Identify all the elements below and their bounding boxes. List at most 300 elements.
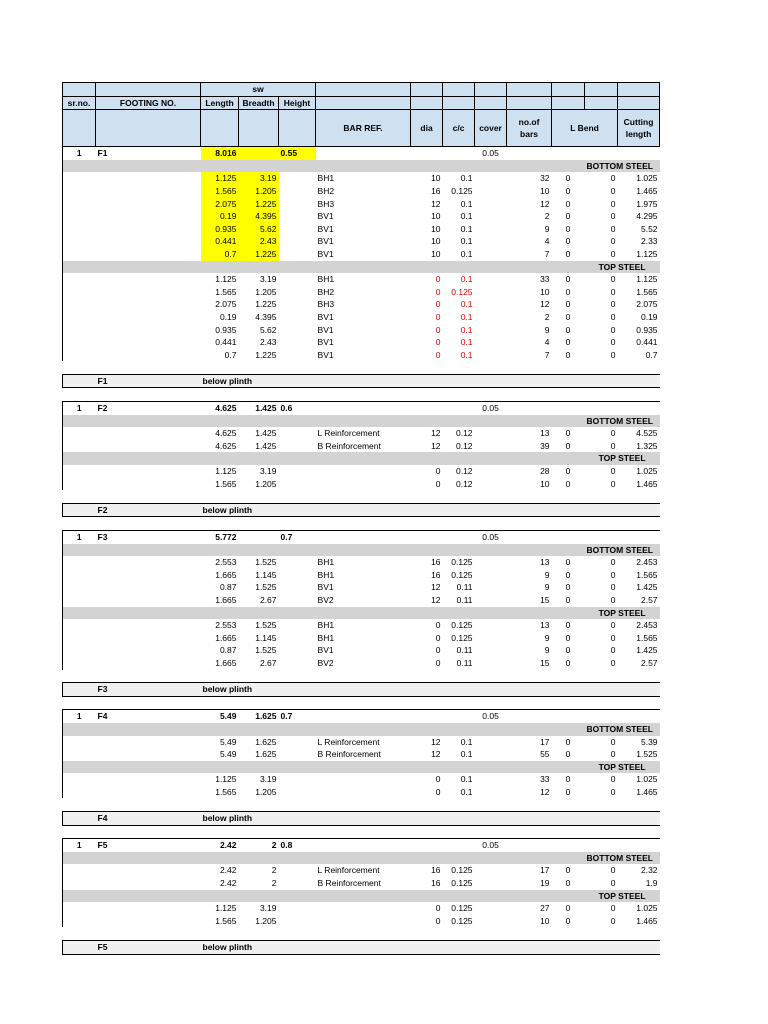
- bar-ref-cell: B Reinforcement: [317, 440, 381, 451]
- dia-cell: 0: [435, 337, 441, 348]
- breadth-cell: 1.225: [239, 248, 279, 261]
- sr-no-cell: 1: [63, 402, 96, 415]
- cc-cell: 0.1: [460, 774, 473, 785]
- l-bend-cell-2: 0: [610, 324, 616, 335]
- no-of-bars-cell: 15: [540, 594, 550, 605]
- l-bend-cell-2: 0: [610, 582, 616, 593]
- table-row: [63, 594, 660, 607]
- table-row: [63, 644, 660, 657]
- no-of-bars-cell: 9: [544, 223, 550, 234]
- no-of-bars-cell: 9: [544, 632, 550, 643]
- no-of-bars-cell: 2: [544, 311, 550, 322]
- cc-cell: 0.11: [456, 645, 473, 656]
- no-of-bars-cell: 12: [540, 198, 550, 209]
- cutting-length-cell: 1.025: [636, 774, 658, 785]
- dia-cell: 0: [435, 657, 441, 668]
- l-bend-cell-2: 0: [610, 248, 616, 259]
- breadth-cell: 1.145: [255, 632, 277, 643]
- bar-ref-cell: L Reinforcement: [317, 428, 380, 439]
- cutting-length-cell: 1.465: [636, 915, 658, 926]
- dia-cell: 10: [431, 223, 441, 234]
- footing-title-row: [63, 402, 660, 415]
- l-bend-cell-2: 0: [610, 557, 616, 568]
- no-of-bars-cell: 10: [540, 286, 550, 297]
- length-cell: 0.935: [215, 324, 237, 335]
- bar-ref-cell: BH1: [317, 173, 335, 184]
- height-header: Height: [279, 96, 316, 110]
- length-cell: 2.42: [201, 839, 239, 852]
- l-bend-cell: 0: [565, 557, 571, 568]
- l-bend-cell: 0: [565, 478, 571, 489]
- l-bend-cell: 0: [565, 286, 571, 297]
- no-of-bars-cell: 17: [540, 865, 550, 876]
- dia-cell: 10: [431, 211, 441, 222]
- dia-cell: 0: [435, 466, 441, 477]
- bar-ref-cell: BH1: [317, 569, 335, 580]
- l-bend-cell-2: 0: [610, 645, 616, 656]
- l-bend-cell-2: 0: [610, 349, 616, 360]
- bar-ref-cell: B Reinforcement: [317, 878, 381, 889]
- l-bend-cell: 0: [565, 657, 571, 668]
- bottom-steel-row: [63, 415, 660, 428]
- l-bend-cell-2: 0: [610, 878, 616, 889]
- table-row: [63, 235, 660, 248]
- breadth-cell: 1.205: [255, 915, 277, 926]
- bar-ref-cell: BH1: [317, 274, 335, 285]
- height-cell: 0.7: [279, 531, 316, 544]
- table-row: [63, 478, 660, 491]
- cc-cell: 0.12: [455, 466, 473, 477]
- height-cell: 0.7: [279, 710, 316, 723]
- length-cell: 0.7: [224, 349, 237, 360]
- bar-ref-cell: BV1: [317, 337, 334, 348]
- bar-ref-cell: BV1: [317, 324, 334, 335]
- cutting-length-cell: 2.57: [640, 657, 658, 668]
- cutting-length-cell: 1.975: [636, 198, 658, 209]
- cc-cell: 0.12: [455, 428, 473, 439]
- cutting-length-cell: 1.465: [636, 185, 658, 196]
- cutting-length-cell: 1.025: [636, 903, 658, 914]
- bar-ref-cell: BH3: [317, 198, 335, 209]
- spacer-row: [63, 696, 660, 710]
- l-bend-cell-2: 0: [610, 211, 616, 222]
- l-bend-cell: 0: [565, 582, 571, 593]
- bar-ref-cell: BH3: [317, 299, 335, 310]
- breadth-cell: 4.395: [239, 210, 279, 223]
- steel-label: BOTTOM STEEL: [585, 852, 660, 865]
- bar-ref-cell: [316, 786, 411, 799]
- l-bend-cell: 0: [565, 349, 571, 360]
- l-bend-cell-2: 0: [610, 915, 616, 926]
- length-cell: 0.87: [219, 645, 237, 656]
- bar-ref-cell: BH1: [317, 557, 335, 568]
- footing-title-row: [63, 710, 660, 723]
- footing-id-cell: F3: [96, 683, 201, 697]
- bar-ref-cell: BV2: [317, 594, 334, 605]
- l-bend-cell-2: 0: [610, 198, 616, 209]
- footing-id-cell: F1: [96, 374, 201, 388]
- table-row: [63, 273, 660, 286]
- length-cell: 1.125: [215, 274, 237, 285]
- cutting-length-cell: 2.57: [640, 594, 658, 605]
- below-plinth-label: below plinth: [201, 683, 316, 697]
- no-of-bars-cell: 12: [540, 786, 550, 797]
- breadth-cell: 5.62: [239, 223, 279, 236]
- cutting-length-cell: 5.39: [640, 736, 658, 747]
- bar-ref-cell: BV1: [317, 582, 334, 593]
- breadth-cell: 1.425: [255, 428, 277, 439]
- length-cell: 2.42: [219, 878, 237, 889]
- cutting-length-cell: 2.075: [636, 299, 658, 310]
- l-bend-cell: 0: [565, 440, 571, 451]
- height-cell: 0.6: [279, 402, 316, 415]
- breadth-cell: 2.43: [239, 235, 279, 248]
- length-cell: 1.125: [215, 903, 237, 914]
- breadth-cell: 4.395: [255, 311, 277, 322]
- no-of-bars-cell: 10: [540, 185, 550, 196]
- breadth-cell: 1.525: [255, 557, 277, 568]
- l-bend-cell: 0: [565, 865, 571, 876]
- l-bend-cell-2: 0: [610, 749, 616, 760]
- length-cell: 1.125: [215, 466, 237, 477]
- dia-cell: 0: [435, 349, 441, 360]
- cutting-length-cell: 2.32: [640, 865, 658, 876]
- l-bend-cell-2: 0: [610, 786, 616, 797]
- breadth-cell: [239, 147, 279, 160]
- table-row: [63, 440, 660, 453]
- l-bend-cell: 0: [565, 915, 571, 926]
- l-bend-cell-2: 0: [610, 620, 616, 631]
- bar-ref-cell: L Reinforcement: [317, 865, 380, 876]
- cc-cell: 0.125: [451, 569, 473, 580]
- cutting-length-cell: 5.52: [640, 223, 658, 234]
- no-of-bars-header: no.of bars: [507, 110, 552, 147]
- l-bend-cell: 0: [565, 569, 571, 580]
- cover-cell: 0.05: [475, 531, 507, 544]
- footing-title-row: [63, 839, 660, 852]
- length-cell: 1.565: [215, 915, 237, 926]
- table-row: [63, 736, 660, 749]
- length-cell: 8.016: [201, 147, 239, 160]
- cutting-length-cell: 2.453: [636, 620, 658, 631]
- cutting-length-cell: 1.565: [636, 286, 658, 297]
- dia-cell: 12: [431, 749, 441, 760]
- l-bend-cell: 0: [565, 736, 571, 747]
- spacer-row: [63, 927, 660, 940]
- cc-cell: 0.11: [456, 582, 473, 593]
- footing-title-row: [63, 147, 660, 160]
- cover-cell: 0.05: [475, 839, 507, 852]
- length-cell: 2.075: [215, 299, 237, 310]
- l-bend-cell-2: 0: [610, 632, 616, 643]
- bar-ref-cell: [316, 773, 411, 786]
- l-bend-cell: 0: [565, 645, 571, 656]
- cutting-length-cell: 0.935: [636, 324, 658, 335]
- cutting-length-cell: 1.465: [636, 786, 658, 797]
- bar-ref-cell: BH2: [317, 286, 335, 297]
- l-bend-cell: 0: [565, 903, 571, 914]
- cutting-length-cell: 1.325: [636, 440, 658, 451]
- breadth-cell: 1.205: [255, 786, 277, 797]
- length-cell: 1.665: [215, 594, 237, 605]
- l-bend-cell: 0: [565, 632, 571, 643]
- cc-cell: 0.1: [460, 299, 473, 310]
- l-bend-cell: 0: [565, 198, 571, 209]
- below-plinth-row: [63, 374, 660, 388]
- spacer-row: [63, 361, 660, 374]
- dia-cell: 0: [435, 286, 441, 297]
- l-bend-cell-2: 0: [610, 865, 616, 876]
- cc-cell: 0.11: [456, 594, 473, 605]
- bar-ref-cell: BH1: [317, 632, 335, 643]
- breadth-cell: 1.425: [239, 402, 279, 415]
- length-cell: 4.625: [215, 428, 237, 439]
- dia-cell: 12: [431, 582, 441, 593]
- dia-header: dia: [411, 110, 443, 147]
- cutting-length-cell: 1.565: [636, 632, 658, 643]
- length-cell: 1.665: [215, 569, 237, 580]
- cutting-length-cell: 1.125: [636, 248, 658, 259]
- steel-label: BOTTOM STEEL: [585, 544, 660, 557]
- breadth-cell: 2.43: [259, 337, 277, 348]
- no-of-bars-cell: 10: [540, 915, 550, 926]
- length-cell: 4.625: [201, 402, 239, 415]
- cc-header: c/c: [443, 110, 475, 147]
- breadth-cell: 1.525: [255, 582, 277, 593]
- cutting-length-cell: 2.33: [640, 236, 658, 247]
- cc-cell: 0.12: [455, 478, 473, 489]
- table-row: [63, 311, 660, 324]
- table-row: [63, 877, 660, 890]
- cc-cell: 0.1: [460, 349, 473, 360]
- no-of-bars-cell: 2: [544, 211, 550, 222]
- header-row-1: [63, 83, 660, 97]
- top-steel-row: [63, 761, 660, 774]
- table-row: [63, 864, 660, 877]
- cc-cell: 0.1: [460, 749, 473, 760]
- l-bend-header: L Bend: [552, 110, 618, 147]
- below-plinth-row: [63, 683, 660, 697]
- no-of-bars-cell: 15: [540, 657, 550, 668]
- l-bend-cell-2: 0: [610, 274, 616, 285]
- bar-ref-cell: [316, 465, 411, 478]
- dia-cell: 16: [431, 557, 441, 568]
- length-cell: 1.565: [201, 185, 239, 198]
- l-bend-cell-2: 0: [610, 223, 616, 234]
- cutting-length-cell: 1.525: [636, 749, 658, 760]
- breadth-cell: 3.19: [259, 903, 277, 914]
- spacer-row: [63, 388, 660, 402]
- cutting-length-cell: 1.465: [636, 478, 658, 489]
- cutting-length-header: Cutting length: [618, 110, 660, 147]
- no-of-bars-cell: 4: [544, 337, 550, 348]
- breadth-cell: 1.205: [239, 185, 279, 198]
- length-cell: 2.075: [201, 198, 239, 211]
- cutting-length-cell: 1.125: [636, 274, 658, 285]
- sr-no-header: sr.no.: [63, 96, 96, 110]
- l-bend-cell: 0: [565, 774, 571, 785]
- no-of-bars-cell: 9: [544, 569, 550, 580]
- table-row: [63, 349, 660, 362]
- cutting-length-cell: 4.525: [636, 428, 658, 439]
- footing-id-cell: F2: [96, 402, 201, 415]
- l-bend-cell-2: 0: [610, 337, 616, 348]
- breadth-cell: 1.625: [255, 736, 277, 747]
- cover-cell: 0.05: [475, 147, 507, 160]
- footing-id-cell: F2: [96, 503, 201, 517]
- l-bend-cell: 0: [565, 594, 571, 605]
- cc-cell: 0.125: [451, 903, 473, 914]
- breadth-cell: 2.67: [259, 657, 277, 668]
- below-plinth-label: below plinth: [201, 503, 316, 517]
- l-bend-cell: 0: [565, 173, 571, 184]
- cc-cell: 0.1: [460, 223, 473, 234]
- table-row: [63, 324, 660, 337]
- spacer-row: [63, 517, 660, 531]
- below-plinth-label: below plinth: [201, 374, 316, 388]
- spreadsheet: [62, 82, 659, 955]
- breadth-cell: 1.225: [255, 299, 277, 310]
- bar-ref-cell: BV1: [317, 223, 334, 234]
- dia-cell: 0: [435, 774, 441, 785]
- top-steel-row: [63, 890, 660, 903]
- bar-ref-cell: BV2: [317, 657, 334, 668]
- l-bend-cell-2: 0: [610, 657, 616, 668]
- bar-ref-cell: BV1: [317, 248, 334, 259]
- below-plinth-label: below plinth: [201, 812, 316, 826]
- bar-ref-cell: [316, 478, 411, 491]
- cc-cell: 0.11: [456, 657, 473, 668]
- length-cell: 1.565: [215, 478, 237, 489]
- sr-no-cell: 1: [63, 710, 96, 723]
- no-of-bars-cell: 27: [540, 903, 550, 914]
- header-row-3: [63, 110, 660, 147]
- cc-cell: 0.1: [460, 311, 473, 322]
- cc-cell: 0.1: [460, 786, 473, 797]
- table-row: [63, 427, 660, 440]
- cutting-length-cell: 2.453: [636, 557, 658, 568]
- breadth-cell: 3.19: [259, 774, 277, 785]
- cutting-length-cell: 1.425: [636, 645, 658, 656]
- breadth-cell: 2.67: [259, 594, 277, 605]
- l-bend-cell: 0: [565, 274, 571, 285]
- length-cell: 1.665: [215, 632, 237, 643]
- l-bend-cell: 0: [565, 223, 571, 234]
- steel-label: TOP STEEL: [585, 890, 660, 903]
- bar-ref-cell: BV1: [317, 645, 334, 656]
- footing-id-cell: F5: [96, 839, 201, 852]
- breadth-cell: 1.145: [255, 569, 277, 580]
- cover-header: cover: [475, 110, 507, 147]
- bar-ref-cell: BH2: [317, 185, 335, 196]
- length-cell: 1.125: [215, 774, 237, 785]
- length-cell: 1.565: [215, 786, 237, 797]
- spacer-row: [63, 490, 660, 503]
- length-cell: 0.19: [219, 311, 237, 322]
- l-bend-cell-2: 0: [610, 185, 616, 196]
- l-bend-cell-2: 0: [610, 736, 616, 747]
- table-row: [63, 336, 660, 349]
- table-row: [63, 198, 660, 211]
- footing-id-cell: F4: [96, 710, 201, 723]
- dia-cell: 16: [431, 185, 441, 196]
- dia-cell: 12: [431, 594, 441, 605]
- dia-cell: 10: [431, 173, 441, 184]
- breadth-cell: 1.425: [255, 440, 277, 451]
- bar-ref-cell: B Reinforcement: [317, 749, 381, 760]
- cc-cell: 0.125: [451, 865, 473, 876]
- l-bend-cell-2: 0: [610, 173, 616, 184]
- cc-cell: 0.1: [460, 324, 473, 335]
- no-of-bars-cell: 13: [540, 620, 550, 631]
- l-bend-cell: 0: [565, 466, 571, 477]
- breadth-cell: 1.625: [239, 710, 279, 723]
- l-bend-cell: 0: [565, 248, 571, 259]
- length-cell: 0.87: [219, 582, 237, 593]
- l-bend-cell: 0: [565, 749, 571, 760]
- dia-cell: 0: [435, 915, 441, 926]
- l-bend-cell: 0: [565, 211, 571, 222]
- cover-cell: 0.05: [475, 402, 507, 415]
- cutting-length-cell: 4.295: [636, 211, 658, 222]
- bar-ref-cell: BV1: [317, 211, 334, 222]
- steel-label: BOTTOM STEEL: [585, 160, 660, 173]
- no-of-bars-cell: 28: [540, 466, 550, 477]
- footing-title-row: [63, 531, 660, 544]
- length-cell: 0.19: [201, 210, 239, 223]
- no-of-bars-cell: 19: [540, 878, 550, 889]
- table-row: [63, 210, 660, 223]
- breadth-header: Breadth: [239, 96, 279, 110]
- cutting-length-cell: 1.425: [636, 582, 658, 593]
- dia-cell: 0: [435, 299, 441, 310]
- cc-cell: 0.125: [451, 620, 473, 631]
- table-row: [63, 786, 660, 799]
- bottom-steel-row: [63, 544, 660, 557]
- spacer-row: [63, 825, 660, 839]
- cc-cell: 0.125: [451, 915, 473, 926]
- table-row: [63, 773, 660, 786]
- dia-cell: 0: [435, 632, 441, 643]
- cutting-length-cell: 1.9: [645, 878, 658, 889]
- table-row: [63, 248, 660, 261]
- dia-cell: 16: [431, 865, 441, 876]
- no-of-bars-cell: 9: [544, 645, 550, 656]
- l-bend-cell-2: 0: [610, 903, 616, 914]
- l-bend-cell-2: 0: [610, 569, 616, 580]
- length-cell: 5.49: [219, 749, 237, 760]
- steel-label: TOP STEEL: [585, 761, 660, 774]
- l-bend-cell-2: 0: [610, 286, 616, 297]
- dia-cell: 10: [431, 236, 441, 247]
- cc-cell: 0.12: [455, 440, 473, 451]
- footing-id-cell: F1: [96, 147, 201, 160]
- dia-cell: 0: [435, 478, 441, 489]
- spacer-row: [63, 798, 660, 811]
- dia-cell: 12: [431, 736, 441, 747]
- l-bend-cell: 0: [565, 620, 571, 631]
- length-cell: 2.42: [219, 865, 237, 876]
- table-row: [63, 915, 660, 928]
- breadth-cell: 2: [239, 839, 279, 852]
- table-row: [63, 172, 660, 185]
- l-bend-cell: 0: [565, 236, 571, 247]
- dia-cell: 0: [435, 274, 441, 285]
- dia-cell: 0: [435, 903, 441, 914]
- cc-cell: 0.1: [460, 248, 473, 259]
- cutting-length-cell: 1.025: [636, 466, 658, 477]
- breadth-cell: 2: [271, 878, 277, 889]
